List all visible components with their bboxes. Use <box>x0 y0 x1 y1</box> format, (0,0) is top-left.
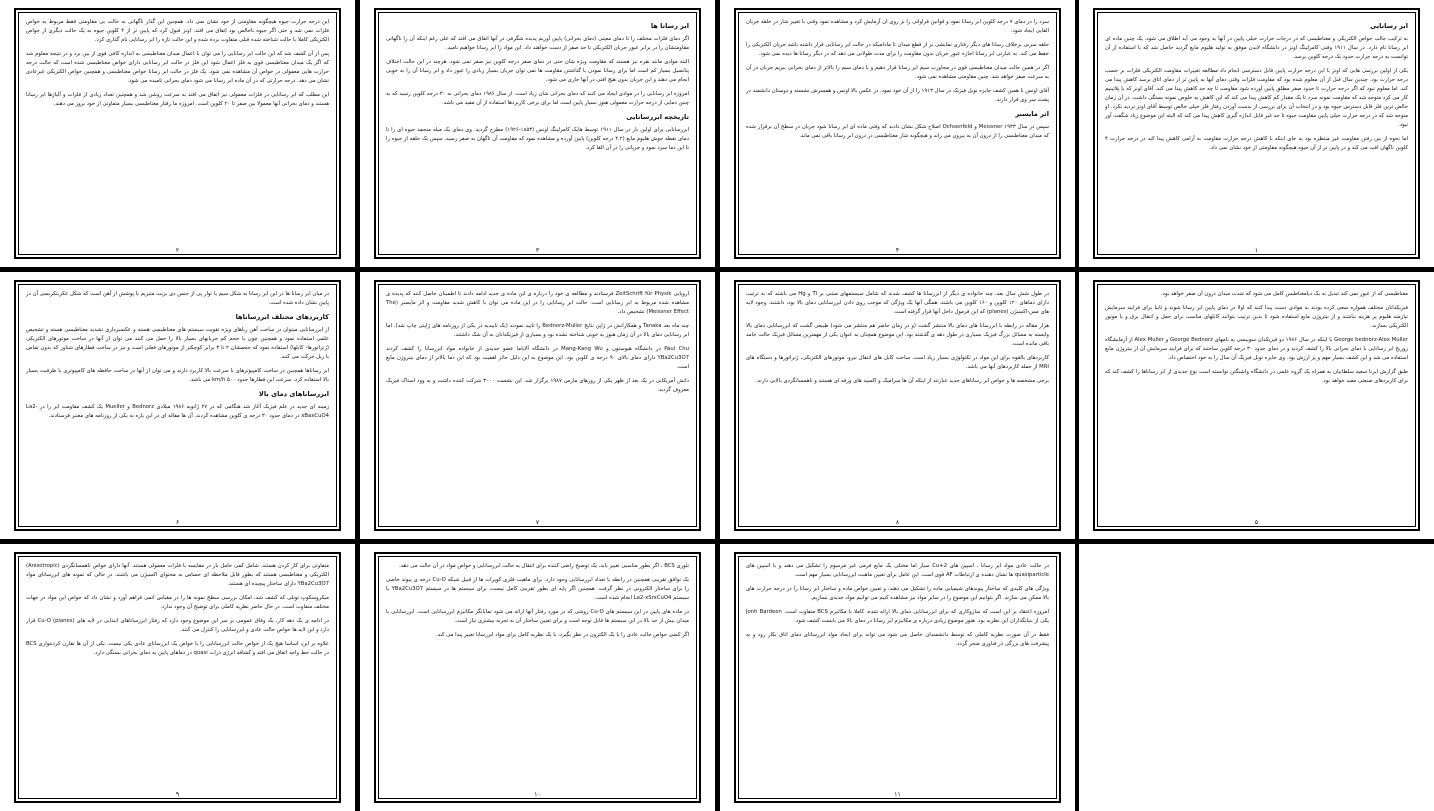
paragraph: به ترکیب جالب خواص الکتریکی و مغناطیسی که در درجات حرارت خیلی پایین در آنها به وجود می آید اطلاق می شود. یک چنین ماده ای ابر رسانا نام دارد. در سال ۱۹۱۱ وقتی کامرلینگ اونز در دانشگاه لایدن موفق به تولید هلیوم مایع گردید حاصل شد که با استفاده از آن توانست به درجه حرارت حدود یک درجه کلوین برسد. <box>1105 36 1408 60</box>
paragraph: اروپایی ZeitSchrift für Physik فرستادند و مطالعه ی خود را درباره ی این ماده ی جدید ادامه دادند تا اطمینان حاصل کنند که پدیده ی مشاهده شده مربوط به ابر رسانایی است. حالت ابر رسانایی را در این ماده می توان با کاهش شدید مقاومت و اثر مایسنر (The Meissner Effect) تشخیص داد. <box>386 291 689 315</box>
page-number: ۲ <box>175 247 180 254</box>
paragraph: چند ماه بعد Tanaka و همکارانش در ژاپن نتایج Bednorz-Muller را تایید نمودند (یک تاییدیه در یکی از روزنامه های ژاپنی چاپ شد). اما ابر رسانایی دمای بالا در آن زمان هنوز به خوبی شناخته نشده بود و بسیاری از فیزیکدانان به آن شک داشتند. <box>386 323 689 338</box>
page-content <box>386 562 689 785</box>
section-heading: ابر رسانا ها <box>650 22 689 30</box>
page-number: ۷ <box>535 519 540 526</box>
paragraph: کاربردهای بالقوه برای این مواد در تکنولوژی بسیار زیاد است. ساخت کابل های انتقال نیرو، موتورهای الکتریکی، ژنراتورها و دستگاه های MRI از جمله کاربردهای آنها می باشد. <box>746 355 1049 370</box>
page-border <box>374 280 701 531</box>
paragraph: طبق گزارش ایرنا سعید سلطانیان به همراه یک گروه علمی در دانشگاه واشنگتن توانسته است نوع جدیدی از ابر رساناها را کشف کند که برای کاربردهای صنعتی مفید خواهد بود. <box>1105 369 1408 384</box>
page-content <box>746 18 1049 241</box>
paragraph: پس از آن کشف شد که این حالت ابر رسانایی را می توان با اعمال میدان مغناطیسی به اندازه کافی قوی از بین برد و در نتیجه معلوم شد که اگر یک میدان مغناطیسی قوی به فلز اعمال شود این فلز در حالت ابر رسانایی دارای خواص مغناطیسی شده است که حالت درجه حرارت هایی معمولی در خواص آن مشاهده نمی شود. یک فلز در حالت ابر رسانا خواص مغناطیسی و همچنین خواص الکتریکی غیرعادی نشان می دهد. درجه حرارتی که در آن ماده ابر رسانا می شود دمای بحرانی نامیده می شود. <box>26 51 329 84</box>
paragraph: برخی مشخصه ها و خواص ابر رساناهای جدید عبارتند از اینکه آن ها سرامیک و اکسید های ورقه ای هستند و ناهمسانگردی بالایی دارند. <box>755 378 1049 384</box>
paragraph: امروزه اعتقاد بر این است که سازوکاری که برای ابررسانایی دمای بالا ارائه شده، کاملا با مکانیزم BCS متفاوت است. Jonh Bardeen یکی از بنیانگذاران این نظریه بود. هنوز موضوع زیادی درباره ی مکانیزم ابر رسانا در دمای بالا می بایست کشف شود. <box>746 609 1049 624</box>
page-number: ۴ <box>895 247 900 254</box>
page-11 <box>720 544 1075 811</box>
page-content <box>26 18 329 241</box>
paragraph: ویژگی های کلیدی که ساختار پیوندهای شیمیایی ماده را تشکیل می دهند، و تعیین خواص ماده و ساختار ابر رسانا را در درجه حرارت های بالا ممکن می سازند. اگر بتوانیم این موضوع را در سایر مواد نیز مشاهده کنیم می توانیم مواد جدیدی بسازیم. <box>746 586 1049 601</box>
paragraph: در حالت عادی مواد ابر رسانا ، اسپین های Cu+2 سیار اما مختلی یک مایع فرمی غیر مرسوم را تشکیل می دهند و با اسپین های quasiparticle ها نشان دهنده ی ارتباطات AF قوی است. این عامل برای تعیین ماهیت ابررسانایی بسیار مهم است. <box>746 563 1049 578</box>
page-content <box>26 290 329 513</box>
paragraph: دانش آمریکایی در یک بعد از ظهر یکی از روزهای مارس ۱۹۸۷ برگزار شد. این نشست ۳۰۰۰ شرکت کننده داشت و به وود استاک فیزیک معروف گردید. <box>386 378 689 393</box>
page-border <box>1093 280 1420 531</box>
page-9 <box>0 544 355 811</box>
page-content <box>1105 290 1408 513</box>
section-heading: اثر مایسنر <box>1015 110 1049 118</box>
paragraph: در طول شش سال بعد، چند خانواده ی دیگر از ابررسانا ها کشف شدند که شامل سیستمهای مبتنی بر Tl و Hg می باشند که به ترتیب دارای دماهای ۱۲۰ کلوین و ۱۶۰ کلوین می باشند. همگی آنها یک ویژگی که موجب روی دادن ابررسانایی دمای بالا بود، داشتند. وجود لایه های مس-اکسیژن (planes) که این فرمول داخل آنها قرار گرفته است. <box>746 291 1049 315</box>
paragraph: امروزه ابر رسانایی را در موادی ایجاد می کنند که دمای بحرانی شان زیاد است. از سال ۱۹۸۶ دمای بحرانی به ۳۰ درجه کلوین رسید که به چنین دمایی از درجه حرارت معمولی هنوز بسیار پایین است اما برای برخی کاربردها استفاده از آن مفید می باشد. <box>386 91 689 106</box>
page-border <box>14 280 341 531</box>
page-number: ۳ <box>535 247 540 254</box>
page-4 <box>720 0 1075 267</box>
paragraph: هزار مقاله در رابطه با ابررسانا های دمای بالا منتشر گشت (و در زمان حاضر هم منتشر می شود) طبیعی گشت که ابررسانایی دمای بالا وابسته به مسائل بزرگ فیزیک بسیاری در طول دهه ی گذشته بود. این موضوع همچنان به عنوان یکی از مهمترین مسائل فیزیک حالت جامد باقی مانده است. <box>746 323 1049 347</box>
paragraph: سرد را در دمای ۷ درجه کلوین ابر رسانا نمود و قوانین فراوانی را بر روی ان آزمایش کرد و مشاهده نمود وقتی با تغییر شار در حلقه جریان القایی ایجاد شود. <box>746 19 1049 34</box>
paragraph: اگر در همین حالت میدان مغناطیسی قوی در مجاورت سیم ابر رسانا قرار دهیم و یا دمای سیم را بالاتر از دمای بحرانی ببریم جریان در آن به سرعت صفر خواهد شد. چنین مقاومتی مشاهده نمی شود. <box>746 65 1049 80</box>
page-10 <box>360 544 715 811</box>
page-border <box>14 8 341 259</box>
paragraph: میکروسکوپ تونلی که کشف شد، امکان بررسی سطح نمونه ها را در مقیاس اتمی فراهم آورد و نشان داد که خواص این مواد در جهات مختلف متفاوت است. در حال حاضر نظریه کاملی برای توضیح آن وجود ندارد. <box>26 595 329 610</box>
paragraph: Paul Chu در دانشگاه هیوستون و Mang-Kang Wu در دانشگاه آلاباما عضو جدیدی از خانواده مواد ابررسانا را کشف کردند YBa2Cu3O7 دارای دمای بالای ۹۰ درجه ی کلوین بود. این موضوع به این دلیل حائز اهمیت بود که این دما بالاتر از دمای نیتروژن مایع است. <box>386 346 689 370</box>
paragraph: در میان ابر رسانا ها در این ابر رسانا به شکل سیم یا نوار پی از جنس دی بریت متیریم یا پوشش از آهن است که شکل عکربتکربسی آن در پایین نشان داده شده است. <box>26 291 329 306</box>
page-border <box>374 8 701 259</box>
paragraph: یکی از اولین بررسی هایی که اونز با این درجه حرارت پایین قابل دسترسی انجام داد مطالعه تغییرات مقاومت الکتریکی فلزات بر حسب درجه حرارت بود. چندین سال قبل از آن معلوم شده بود که مقاومت فلزات وقتی دمای آنها به پایین تر از دمای اتاق برسد کاهش پیدا می کند. اما معلوم نبود که اگر درجه حرارت تا حدود صفر مطلق پایین آورده شود مقاومت تا چه حد کاهش پیدا می کند. آقای اونز که با پلاتینیم کار می کرد متوجه شد که مقاومت نمونه سرد تا یک مقدار کم کاهش پیدا می کند که این کاهش به خلوص نمونه بستگی داشت. در آن زمان خالص ترین فلز قابل دسترس جیوه بود و در انتخاب آن برای بررسی از بدست آوردن رفتار فلز خیلی خالص توسط آقای اونز تردید نکرد. او متوجه شد که در درجه حرارت خیلی پایین مقاومت جیوه تا حد غیر قابل اندازه گیری کاهش پیدا می کند که البته این موضوع زیاد شگفت آور نبود. <box>1105 68 1408 128</box>
page-number: ۱۱ <box>894 791 901 798</box>
paragraph: سپس در سال ۱۹۳۳ Meissner و Ochsenfeld اصلاح شکل نشان دادند که وقتی ماده ای ابر رسانا شود جریان در سطح آن برقرار شده که میدان مغناطیسی را از درون آن به بیرون می راند و هیچگونه شار مغناطیسی در درون ابر رسانا باقی نمی ماند. <box>746 124 1049 139</box>
paragraph: فیزیکدانان مختلف همواره سعی کرده بودند به موادی دست پیدا کنند که اولا در دمای پایین ابر رسانا شوند و ثانیا برای فرایند سرمایش نیازمند هلیوم پر هزینه نباشند و از نیتروژن مایع استفاده شود تا بدین ترتیب بتوانند کابلهای مناسب برای حمل و انتقال برق و یا موتور الکتریکی بسازند. <box>1105 305 1408 329</box>
page-number: ۵ <box>1254 519 1259 526</box>
paragraph: در ادامه ی یک دهه کار، یک وفاق عمومی بر سر این موضوع وجود دارد که رفتار ابررساناهای ابتدایی در لایه های (planes) Cu-O قرار دارد و این لایه ها خواص حالت عادی و ابررسانایی را کنترل می کنند. <box>26 618 329 633</box>
paragraph: آقای اونس با همین کشف جایزه نوبل فیزیک در سال ۱۹۱۳ را از آن خود نمود. در عکس بالا اونس و همسرش نشسته و دوستان دانشمند در پشت سر وی قرار دارند. <box>746 88 1049 103</box>
paragraph: اما نحوه از بین رفتن مقاومت غیر منتظره بود به جای اینکه با کاهش درجه حرارت مقاومت به آرامی کاهش پیدا کند در درجه حرارت ۴ کلوین ناگهان افت می کند و در پایین تر از آن جیوه هیچگونه مقاومتی از خود نشان نمی داد. <box>1105 136 1408 151</box>
page-content <box>746 562 1049 785</box>
paragraph: علاوه بر این، اساسا هیچ یک از خواص حالت ابررسانایی را با خواص یک ابررسانای عادی یکی نیست. یکی از آن ها تقارن کردنتواری BCS در حالت خط واحد اتفاق می افتد و کشافه انرژی ذرات quasi در دماهای پایین به دمای بحرانی بستگی دارد. <box>26 641 329 656</box>
paragraph: مغناطیسی که از عبور نمی کند تبدیل به یک دیامغناطیس کامل می شود که شدت میدان درون آن صفر خواهد بود. <box>1160 291 1408 297</box>
paragraph: متفاوتی برای کار کردن هستند. شامل کمی حامل بار در مقایسه با فلزات معمولی هستند. آنها دارای خواص ناهمسانگردی (Anisotropic) الکتریکی و مغناطیسی هستند که بطور قابل ملاحظه ای حساس به محتوای اکسیژن می باشند. در حالی که نمونه های ابررسانای مواد YBa2Cu3O7 دارای ساختار پیچیده ای هستند. <box>26 563 329 587</box>
empty-slot <box>1079 544 1434 811</box>
page-2 <box>0 0 355 267</box>
paragraph: George bednorz-Alex Muller با اینکه در سال ۱۹۸۶ دو فیزیکدان سوییسی به نامهای George Bednorz و Alex Muller از آزمایشگاه زوریخ ابر رسانایی با دمای بحرانی بالا را کشف کردند و در دمای حدود ۳۰ درجه کلوین ساختند که برای فرایند سرمایش آن از نیتروژن مایع استفاده می شد و این کشف بسیار مهم و پر ارزش بود. وی جایزه نوبل فیزیک آن سال را به خود اختصاص داد. <box>1105 337 1408 361</box>
paragraph: اگر کسی خواص حالت عادی را با یک الکترون در نظر بگیرد، با یک نظریه کامل برای مواد ابررسانا تغییر پیدا می کند. <box>435 632 689 638</box>
page-3 <box>360 0 715 267</box>
page-number: ۱ <box>1254 247 1259 254</box>
section-heading: ابر رسانایی <box>1370 22 1408 30</box>
page-border <box>374 552 701 803</box>
page-border <box>734 8 1061 259</box>
section-heading: کاربردهای مختلف ابررساناها <box>235 313 329 321</box>
paragraph: یک توافق تقریبی همچنین در رابطه با تعداد ابررسانایی وجود دارد. برای ماهیت فلزی کوپرات ها از قبیل شبکه Cu-O درجه ی پیوند خاصی را برای ساختار الکترونی در نظر گرفت. همچنین اگر پایه ای بطور تقریبی کامل نیست، برای سیستم ها در سیستم YBa2Cu3O7 یا سیستم La2-xSrxCuO4 انجام شده است. <box>386 577 689 601</box>
paragraph: ابر رساناها همچنین در ساخت کامپیوترهای با سرعت بالا کاربرد دارند و می توان از آنها در ساخت حافظه های کامپیوتری با ظرفیت بسیار بالا استفاده کرد. سرعت این قطارها حدود ۵۰۰ km/h می باشد. <box>26 368 329 383</box>
section-heading: تاریخچه ابررسانایی <box>626 113 689 121</box>
paragraph: فقط در آن صورت نظریه کاملی که توسط دانشمندان حاصل می شود می تواند برای ایجاد مواد ابررسانای دمای اتاق بکار رود و به پیشرفت های بزرگی در فناوری منجر گردد. <box>746 632 1049 647</box>
page-number: ۸ <box>895 519 900 526</box>
page-number: ۶ <box>175 519 180 526</box>
paragraph: تئوری BCS ، اگر بطور مناسبی تغییر یابد، یک توضیح راضی کننده برای انتقال به حالت ابررسانایی و خواص مواد در آن حالت می دهد. <box>398 563 689 569</box>
page-content <box>26 562 329 785</box>
page-number: ۹ <box>175 791 180 798</box>
page-content <box>386 18 689 241</box>
paragraph: در ماده های پایین در این سیستم های Cu-O روشی که در مورد رفتار آنها ارائه می شود نمایانگر مکانیزم ابررسانایی است. ابررسانایی با میدان بیش از حد بالا در این سیستم ها قابل توجه است و برای تعیین ساختار آن به تجربه بیشتری نیاز است. <box>386 609 689 624</box>
page-8 <box>720 272 1075 539</box>
paragraph: این مطلب که ابر رسانایی در فلزات معمولی نیز اتفاق می افتد به سرعت روشن شد و همچنین تعداد زیادی از فلزات و آلیاژها ابر رسانا هستند و دمای بحرانی آنها معمولا بین صفر تا ۲۰ کلوین است. امروزه ما رفتار مغناطیسی بسیار متفاوتی از خود بروز می دهند. <box>26 92 329 107</box>
paragraph: البته موادی مانند نقره نیز هستند که مقاومت ویژه شان حتی در دمای صفر درجه کلوین نیز صفر نمی شود. هرچند در این حالت اختلاف پتانسیل بسیار کم است اما برای رسانا نمودن با گذاشتن مقاومت ها نمی توان جریان بسیار زیادی را عبور داد و ابر رسانا آن را به خوبی انجام می دهند و این جریان بدون هیچ افتی در آنها جاری می شود. <box>386 59 689 83</box>
page-7 <box>360 272 715 539</box>
page-border <box>1093 8 1420 259</box>
page-border <box>14 552 341 803</box>
page-border <box>734 552 1061 803</box>
paragraph: زمینه ای جدید در علم فیزیک آغاز شد هنگامی که در ۲۷ ژانویه ۱۹۸۶ میلادی Bednorz و Mueller یک کشف مقاومت ابر را در La2-xBaxCuO4 در دمای حدود ۳۰ درجه ی کلوین مشاهده کردند. آن ها مقاله ای در این باره به یکی از روزنامه های معتبر فرستادند. <box>26 404 329 419</box>
page-border <box>734 280 1061 531</box>
page-content <box>746 290 1049 513</box>
paragraph: از ابررسانایی میتوان در ساخت آهن رباهای ویژه تقویت سیستم های مغناطیسی هسته و عکسبرداری تشدید مغناطیسی هسته و تشخیص علمی استفاده نمود و همچنین چون با حجم کم جریانهای بسیار بالا را حمل می کنند می توان از آنها در ساخت موتورهای الکتریکی (ژنراتورها- کابلها) استفاده نمود که حجمشان ۲ تا ۳ برابر کوچکتر از موتورهای فعلی است و نیز در ساخت قطارهای شناور که بدون تماس با ریل حرکت می کنند. <box>26 327 329 360</box>
paragraph: حلقه سربی برخلاف رسانا های دیگر رفتاری نمایشی بر از قطع میدان تا مادامیکه در حالت ابر رسانایی قرار داشته باشد جریان الکتریکی را حفظ می کند. به عبارتی ابر رسانا اجازه عبور جریان بدون مقاومت را برای مدت طولانی می دهد که در دیگر رسانا ها دیده نمی شود. <box>746 42 1049 57</box>
section-heading: ابررساناهای دمای بالا <box>258 390 329 398</box>
page-content <box>1105 18 1408 241</box>
paragraph: ابررسانایی برای اولین بار در سال ۱۹۱۱ توسط هایک کامرلینگ اونس (۱۸۵۳-۱۹۲۶) مطرح گردید. وی دمای یک میله منجمد جیوه ای را تا دمای نقطه جوش هلیوم مایع (۴.۲ درجه کلوین) پایین آورده و مشاهده نمود که مقاومت آن ناگهان به صفر رسید. سپس یک حلقه از جیوه را تا این دما سرد نمود و جریانی را در آن القا کرد. <box>386 127 689 151</box>
paragraph: اگر دمای فلزات مختلف را تا دمای معینی (دمای بحرانی) پایین آوریم پدیده شگرفی در آنها اتفاق می افتد که علی رغم اینکه آن را ناگهانی مقاومتشان را در برابر عبور جریان الکتریکی تا حد صفر از دست خواهند داد. این مواد را ابر رسانا خواهیم نامید. <box>386 36 689 51</box>
paragraph: این درجه حرارت جیوه هیچگونه مقاومتی از خود نشان نمی داد. همچنین این گذار ناگهانی به حالت بی مقاومتی فقط مربوط به خواص فلزات نمی شد و حتی اگر جیوه ناخالص بود اتفاق می افتد. اونز قبول کرد که پایین تر از ۴ کلوین جیوه به یک حالت دیگری از خواص الکتریکی کاملا با حالت شناخته شده قبلی متفاوت برده شده و این حالت تازه را ابر رسانایی نام گذاری کرد. <box>26 19 329 43</box>
page-1 <box>1079 0 1434 267</box>
page-content <box>386 290 689 513</box>
page-number: ۱۰ <box>534 791 541 798</box>
page-5 <box>1079 272 1434 539</box>
page-6 <box>0 272 355 539</box>
